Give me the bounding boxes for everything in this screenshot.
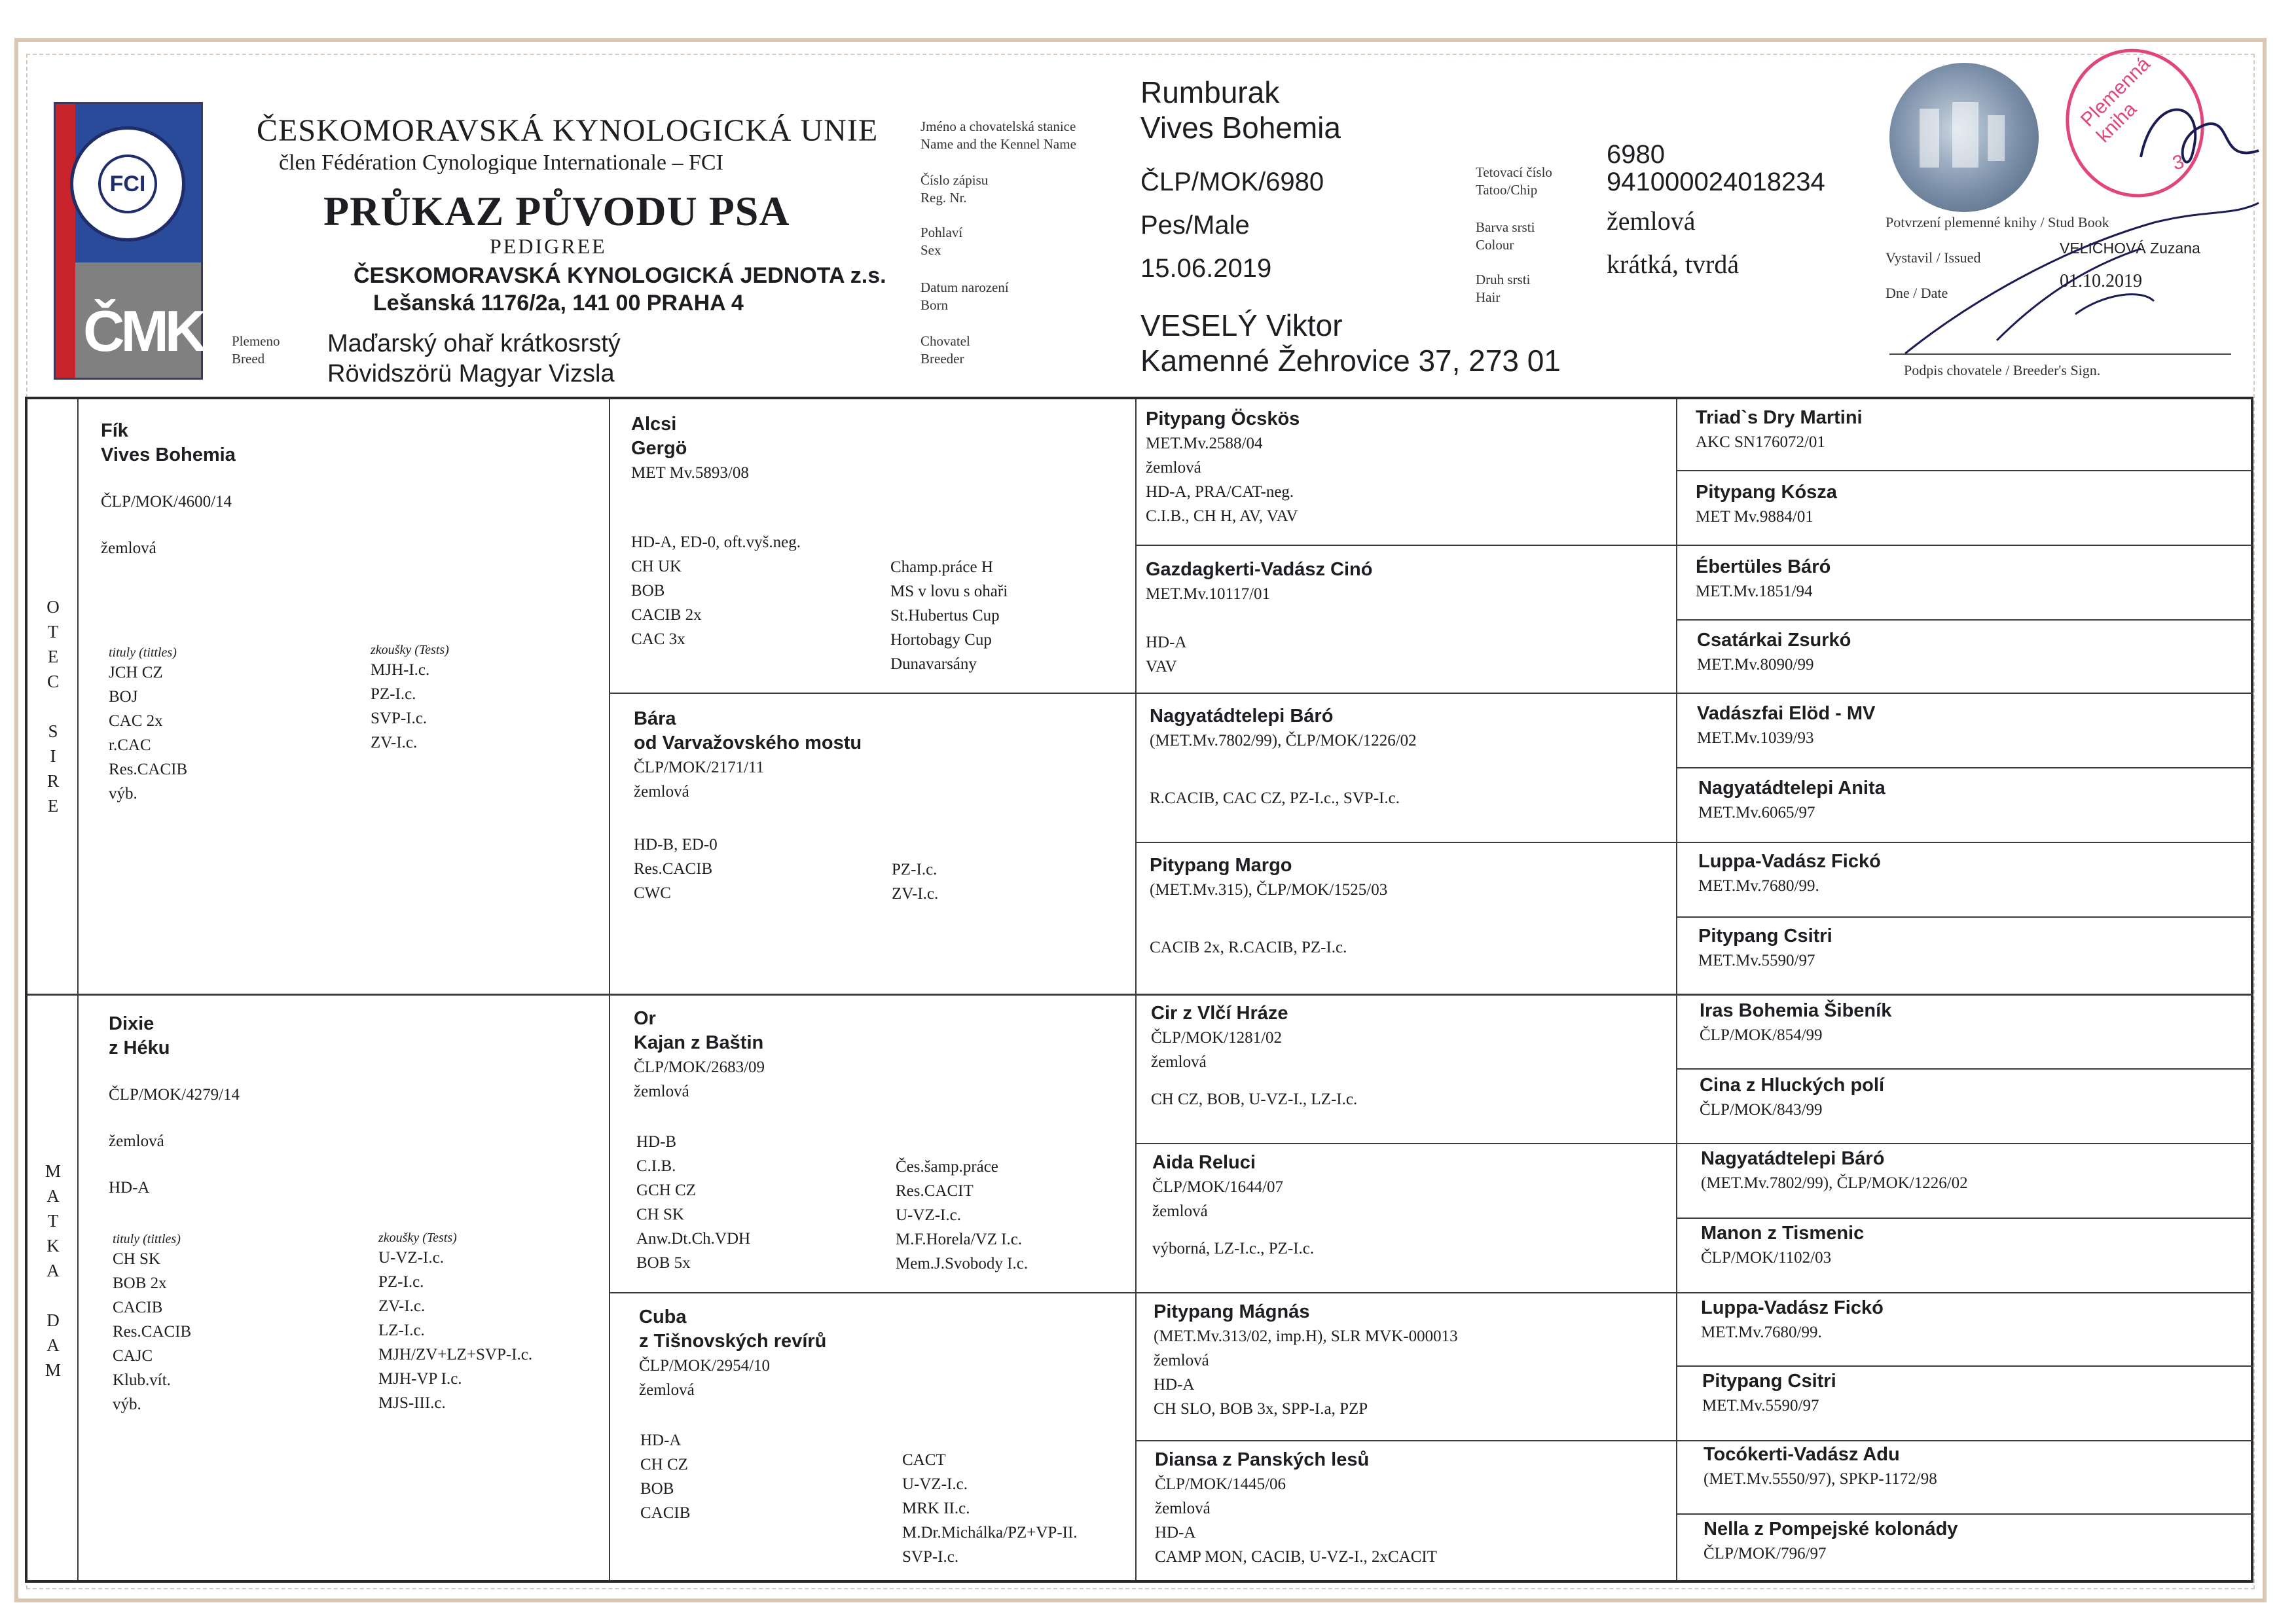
gen2-cell-2-right: Čes.šamp.práce Res.CACIT U-VZ-I.c. M.F.Horela/VZ I.c. Mem.J.Svobody I.c. (896, 1158, 1029, 1272)
club-address: Lešanská 1176/2a, 141 00 PRAHA 4 (373, 291, 744, 316)
stud-book-label: Potvrzení plemenné knihy / Stud Book (1886, 214, 2109, 230)
doc-title: PRŮKAZ PŮVODU PSA (323, 188, 790, 234)
sire-name2: Vives Bohemia (101, 444, 236, 465)
fci-emblem (70, 126, 185, 242)
breed-cz: Maďarský ohař krátkosrstý (327, 330, 621, 357)
gen4-cell-13: Pitypang Csitri MET.Mv.5590/97 (1702, 1371, 1836, 1415)
gen4-cell-10: Nagyatádtelepi Báró (MET.Mv.7802/99), ČLP/MOK/1226/02 (1701, 1148, 1968, 1192)
gen4-cell-15: Nella z Pompejské kolonády ČLP/MOK/796/97 (1704, 1519, 1958, 1562)
gen2-cell-0-left: HD-A, ED-0, oft.vyš.neg. CH UK BOB CACIB 2x CAC 3x (631, 533, 801, 648)
gen4-cell-1: Pitypang Kósza MET Mv.9884/01 (1696, 482, 1837, 526)
dam-name2: z Héku (109, 1038, 170, 1058)
gen3-cell-7: Diansa z Panských lesů ČLP/MOK/1445/06 žemlová HD-A CAMP MON, CACIB, U-VZ-I., 2xCACIT (1155, 1449, 1438, 1566)
colour-value: žemlová (1607, 206, 1696, 236)
breeder-label: Chovatel Breeder (920, 333, 970, 367)
gen4-cell-8: Iras Bohemia Šibeník ČLP/MOK/854/99 (1700, 1000, 1892, 1044)
gen4-cell-11: Manon z Tismenic ČLP/MOK/1102/03 (1701, 1223, 1865, 1267)
dog-name-line1: Rumburak (1140, 75, 1280, 109)
dam-reg: ČLP/MOK/4279/14 (109, 1086, 240, 1104)
gen3-cell-3: Pitypang Margo (MET.Mv.315), ČLP/MOK/1525/03 CACIB 2x, R.CACIB, PZ-I.c. (1150, 855, 1388, 956)
gen2-cell-1-left: HD-B, ED-0 Res.CACIB CWC (634, 836, 718, 902)
name-label: Jméno a chovatelská stanice Name and the Kennel Name (920, 118, 1076, 152)
gen4-cell-5: Nagyatádtelepi Anita MET.Mv.6065/97 (1698, 778, 1886, 821)
breeder-address: Kamenné Žehrovice 37, 273 01 (1140, 344, 1561, 378)
gen4-cell-3: Csatárkai Zsurkó MET.Mv.8090/99 (1697, 630, 1851, 674)
dam-titles: tituly (tittles) CH SK BOB 2x CACIB Res.CACIB CAJC Klub.vít. výb. (113, 1232, 192, 1413)
sire-tests: zkoušky (Tests) MJH-I.c. PZ-I.c. SVP-I.c. ZV-I.c. (371, 643, 449, 751)
org-name: ČESKOMORAVSKÁ KYNOLOGICKÁ UNIE (257, 113, 879, 148)
dam-health: HD-A (109, 1179, 150, 1197)
dog-sex: Pes/Male (1140, 211, 1250, 240)
reg-label: Číslo zápisu Reg. Nr. (920, 172, 989, 206)
gen4-cell-4: Vadászfai Elöd - MV MET.Mv.1039/93 (1697, 703, 1876, 747)
sire-reg: ČLP/MOK/4600/14 (101, 493, 232, 511)
gen3-cell-6: Pitypang Mágnás (MET.Mv.313/02, imp.H), SLR MVK-000013 žemlová HD-A CH SLO, BOB 3x, SPP-I.a, PZP (1154, 1301, 1458, 1418)
signature-scribbles (1866, 52, 2272, 360)
issue-date: 01.10.2019 (2060, 271, 2142, 291)
gen4-cell-2: Ébertüles Báró MET.Mv.1851/94 (1696, 556, 1831, 600)
gen3-cell-5: Aida Reluci ČLP/MOK/1644/07 žemlová výborná, LZ-I.c., PZ-I.c. (1152, 1152, 1315, 1257)
org-fci: člen Fédération Cynologique Internationale – FCI (279, 151, 723, 175)
gen2-cell-1: Bára od Varvažovského mostu ČLP/MOK/2171/11 žemlová (634, 708, 862, 801)
breed-label: Plemeno Breed (232, 333, 280, 367)
cmku-text: ČMKU (83, 298, 240, 363)
gen2-cell-1-right: PZ-I.c. ZV-I.c. (892, 861, 939, 903)
gen4-cell-6: Luppa-Vadász Fickó MET.Mv.7680/99. (1698, 851, 1881, 895)
breeder-name: VESELÝ Viktor (1140, 308, 1343, 342)
stud-book-stamp: Plemenná kniha 3 (2049, 33, 2221, 213)
dam-side-label: M A T K A D A M (45, 1161, 61, 1380)
gen4-cell-9: Cina z Hluckých polí ČLP/MOK/843/99 (1700, 1075, 1884, 1119)
gen4-cell-12: Luppa-Vadász Fickó MET.Mv.7680/99. (1701, 1297, 1884, 1341)
issued-label: Vystavil / Issued (1886, 249, 1981, 266)
gen2-cell-2: Or Kajan z Baštin ČLP/MOK/2683/09 žemlová (634, 1008, 765, 1100)
fci-text: FCI (98, 154, 157, 213)
gen2-cell-3-left: HD-A CH CZ BOB CACIB (640, 1432, 691, 1522)
colour-label: Barva srsti Colour (1476, 219, 1535, 253)
gen4-cell-0: Triad`s Dry Martini AKC SN176072/01 (1696, 407, 1863, 451)
cmku-logo (54, 102, 240, 380)
dam-colour: žemlová (109, 1132, 164, 1150)
chip-value: 941000024018234 (1607, 168, 1825, 196)
club-name: ČESKOMORAVSKÁ KYNOLOGICKÁ JEDNOTA z.s. (354, 263, 886, 288)
gen3-cell-1: Gazdagkerti-Vadász Cinó MET.Mv.10117/01 HD-A VAV (1146, 559, 1373, 676)
gen3-cell-2: Nagyatádtelepi Báró (MET.Mv.7802/99), ČLP/MOK/1226/02 R.CACIB, CAC CZ, PZ-I.c., SVP-I.c. (1150, 706, 1417, 807)
hair-label: Druh srsti Hair (1476, 272, 1531, 305)
gen2-cell-3: Cuba z Tišnovských revírů ČLP/MOK/2954/10 žemlová (639, 1307, 827, 1399)
dog-born: 15.06.2019 (1140, 254, 1272, 283)
breed-hu: Rövidszörü Magyar Vizsla (327, 360, 615, 388)
breeder-sign-label: Podpis chovatele / Breeder's Sign. (1904, 362, 2101, 378)
gen2-cell-0-right: Champ.práce H MS v lovu s ohaři St.Hubertus Cup Hortobagy Cup Dunavarsány (890, 558, 1008, 673)
tattoo-value: 6980 (1607, 140, 1665, 169)
pedigree-table (25, 397, 2253, 1583)
sire-titles: tituly (tittles) JCH CZ BOJ CAC 2x r.CAC Res.CACIB výb. (109, 645, 188, 803)
doc-subtitle: PEDIGREE (490, 234, 607, 258)
gen4-cell-7: Pitypang Csitri MET.Mv.5590/97 (1698, 926, 1832, 969)
tattoo-label: Tetovací číslo Tatoo/Chip (1476, 164, 1552, 198)
dog-reg: ČLP/MOK/6980 (1140, 168, 1324, 196)
dam-tests: zkoušky (Tests) U-VZ-I.c. PZ-I.c. ZV-I.c. LZ-I.c. MJH/ZV+LZ+SVP-I.c. MJH-VP I.c. MJS-III.c. (378, 1231, 533, 1412)
sire-side-label: O T E C S I R E (46, 597, 60, 816)
sex-label: Pohlaví Sex (920, 225, 963, 258)
gen2-cell-3-right: CACT U-VZ-I.c. MRK II.c. M.Dr.Michálka/PZ+VP-II. SVP-I.c. (902, 1451, 1078, 1566)
hair-value: krátká, tvrdá (1607, 249, 1740, 279)
dog-name-line2: Vives Bohemia (1140, 111, 1341, 145)
born-label: Datum narození Born (920, 280, 1009, 313)
gen4-cell-14: Tocókerti-Vadász Adu (MET.Mv.5550/97), SPKP-1172/98 (1704, 1444, 1937, 1488)
issued-by: VELICHOVÁ Zuzana (2060, 240, 2200, 257)
sire-colour: žemlová (101, 539, 156, 557)
gen3-cell-0: Pitypang Öcskös MET.Mv.2588/04 žemlová HD-A, PRA/CAT-neg. C.I.B., CH H, AV, VAV (1146, 408, 1300, 525)
gen3-cell-4: Cir z Vlčí Hráze ČLP/MOK/1281/02 žemlová CH CZ, BOB, U-VZ-I., LZ-I.c. (1151, 1003, 1358, 1108)
gen2-cell-0: Alcsi Gergö MET Mv.5893/08 (631, 414, 749, 482)
dam-cell (109, 1012, 240, 1200)
dam-name1: Dixie (109, 1013, 155, 1034)
date-label: Dne / Date (1886, 285, 1948, 301)
gen2-cell-2-left: HD-B C.I.B. GCH CZ CH SK Anw.Dt.Ch.VDH BOB 5x (636, 1133, 751, 1272)
sire-name1: Fík (101, 420, 128, 441)
sire-cell (101, 419, 236, 560)
